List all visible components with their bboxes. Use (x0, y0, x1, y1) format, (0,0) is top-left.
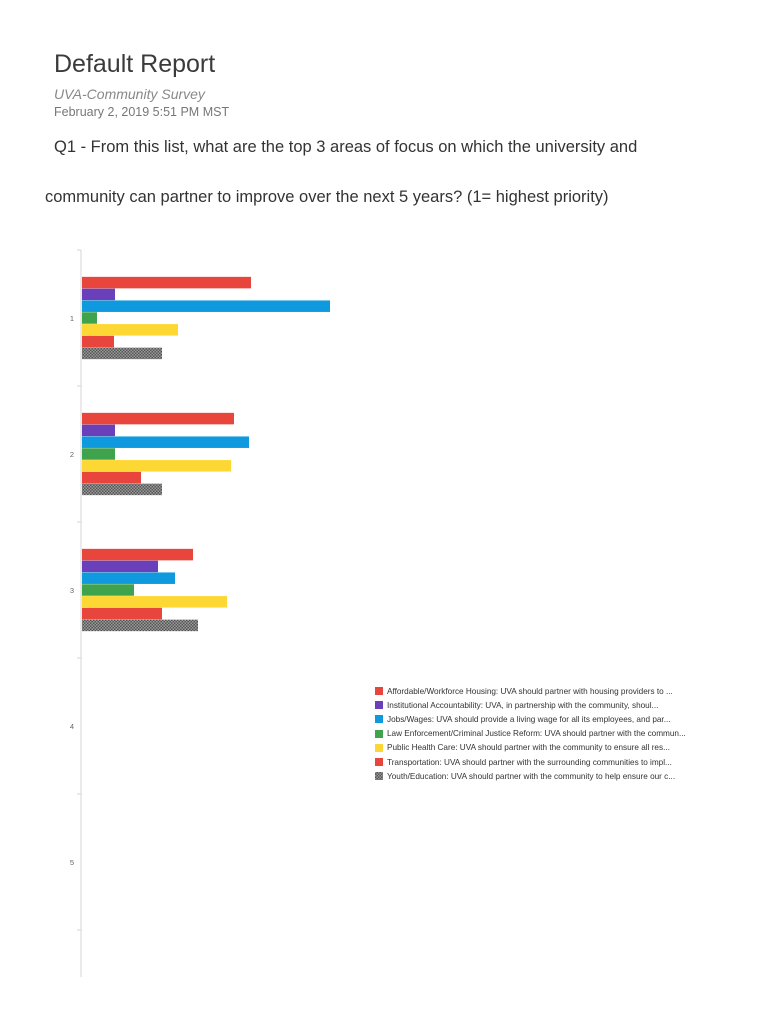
bar (82, 436, 249, 448)
legend-label: Public Health Care: UVA should partner with the community to ensure all res... (387, 743, 670, 753)
bar (82, 336, 114, 348)
y-tick-label: 4 (69, 722, 74, 731)
legend-label: Youth/Education: UVA should partner with the community to help ensure our c... (387, 771, 676, 781)
bar (82, 312, 97, 324)
legend-label: Law Enforcement/Criminal Justice Reform: UVA should partner with the commun... (387, 729, 686, 739)
legend-swatch (375, 758, 383, 766)
legend-swatch (375, 772, 383, 780)
legend-item (375, 741, 686, 755)
question-text-line-1: Q1 - From this list, what are the top 3 areas of focus on which the university and (54, 138, 638, 156)
legend-swatch (375, 744, 383, 752)
bar (82, 572, 175, 584)
legend-label: Institutional Accountability: UVA, in partnership with the community, shoul... (387, 700, 659, 710)
legend-item (375, 684, 686, 698)
bar (82, 608, 162, 620)
chart-legend (375, 684, 686, 783)
question-text-line-2: community can partner to improve over the next 5 years? (1= highest priority) (45, 188, 609, 206)
y-tick-label: 2 (69, 450, 74, 459)
legend-swatch (375, 687, 383, 695)
legend-item (375, 727, 686, 741)
bar (82, 472, 141, 484)
legend-item (375, 698, 686, 712)
legend-label: Jobs/Wages: UVA should provide a living wage for all its employees, and par... (387, 714, 671, 724)
bar (82, 561, 158, 573)
legend-label: Affordable/Workforce Housing: UVA should partner with housing providers to ... (387, 686, 673, 696)
bar (82, 620, 198, 632)
report-title: Default Report (54, 50, 216, 78)
bar (82, 300, 330, 312)
y-tick-label: 1 (69, 314, 74, 323)
legend-item (375, 755, 686, 769)
bar (82, 413, 234, 425)
report-date: February 2, 2019 5:51 PM MST (54, 105, 230, 119)
bar (82, 324, 178, 336)
bar (82, 584, 134, 596)
y-tick-label: 5 (69, 858, 74, 867)
survey-name: UVA-Community Survey (54, 86, 205, 102)
bar (82, 425, 115, 437)
bar (82, 448, 115, 460)
bar (82, 549, 193, 561)
bar (82, 348, 162, 360)
bar (82, 460, 231, 472)
bar (82, 484, 162, 496)
bar (82, 277, 251, 289)
bar (82, 596, 227, 608)
legend-swatch (375, 715, 383, 723)
legend-swatch (375, 701, 383, 709)
legend-swatch (375, 730, 383, 738)
y-tick-label: 3 (69, 586, 74, 595)
bar (82, 289, 115, 301)
legend-item (375, 712, 686, 726)
legend-item (375, 769, 686, 783)
legend-label: Transportation: UVA should partner with the surrounding communities to impl... (387, 757, 672, 767)
